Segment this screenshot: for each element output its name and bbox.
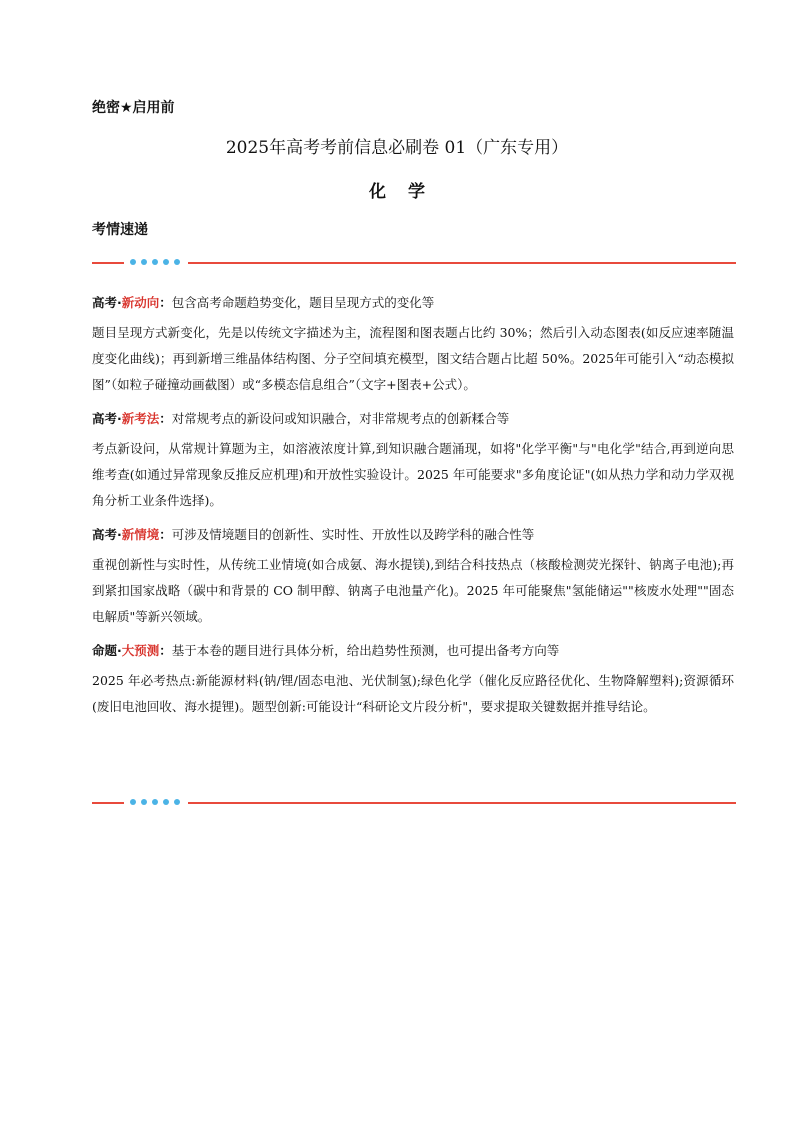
document-title: 2025年高考考前信息必刷卷 01（广东专用）	[225, 138, 569, 158]
section-heading: 高考·新考法：对常规考点的新设问或知识融合，对非常规考点的创新糅合等	[92, 411, 510, 426]
dot-icon	[152, 799, 158, 805]
section-body: 2025 年必考热点:新能源材料(钠/锂/固态电池、光伏制氢);绿色化学（催化反应路径优化、生物降解塑料);资源循环(废旧电池回收、海水提锂)。题型创新:可能设计“科研论文片段分析"，要求提取关键数据并推导结论。	[92, 673, 734, 714]
dot-icon	[152, 259, 158, 265]
section-body: 重视创新性与实时性，从传统工业情境(如合成氨、海水提镁),到结合科技热点（核酸检测荧光探针、钠离子电池);再到紧扣国家战略（碳中和背景的 CO 制甲醇、钠离子电池量产化)。2025 年可能聚焦"氢能储运""核废水处理""固态电解质"等新兴领域。	[92, 557, 734, 624]
dot-icon	[130, 799, 136, 805]
divider-top	[92, 258, 736, 268]
section-heading: 高考·新情境：可涉及情境题目的创新性、实时性、开放性以及跨学科的融合性等	[92, 527, 535, 542]
section-heading: 命题·大预测：基于本卷的题目进行具体分析，给出趋势性预测，也可提出备考方向等	[92, 643, 560, 658]
divider-line	[92, 802, 124, 804]
section-trend	[92, 290, 734, 398]
section-title: 考情速递	[92, 222, 148, 238]
section-method	[92, 406, 734, 514]
divider-dots	[130, 259, 180, 265]
section-body: 考点新设问，从常规计算题为主，如溶液浓度计算,到知识融合题涌现，如将"化学平衡"与"电化学"结合,再到逆向思维考查(如通过异常现象反推反应机理)和开放性实验设计。2025 年可能要求"多角度论证"(如从热力学和动力学双视角分析工业条件选择)。	[92, 441, 734, 508]
section-prediction	[92, 638, 734, 720]
divider-dots	[130, 799, 180, 805]
divider-bottom	[92, 798, 736, 808]
secret-label: 绝密★启用前	[92, 100, 175, 116]
section-heading: 高考·新动向：包含高考命题趋势变化，题目呈现方式的变化等	[92, 295, 435, 310]
dot-icon	[163, 799, 169, 805]
dot-icon	[174, 799, 180, 805]
subject-title: 化学	[369, 182, 447, 202]
divider-line	[188, 802, 736, 804]
content-area	[92, 290, 734, 728]
section-context	[92, 522, 734, 630]
section-body: 题目呈现方式新变化，先是以传统文字描述为主，流程图和图表题占比约 30%；然后引入动态图表(如反应速率随温度变化曲线)；再到新增三维晶体结构图、分子空间填充模型，图文结合题占比超 50%。2025年可能引入“动态模拟图”（如粒子碰撞动画截图）或“多模态信息组合”（文字+图表+公式）。	[92, 325, 734, 392]
divider-line	[92, 262, 124, 264]
divider-line	[188, 262, 736, 264]
dot-icon	[141, 799, 147, 805]
dot-icon	[163, 259, 169, 265]
dot-icon	[141, 259, 147, 265]
dot-icon	[130, 259, 136, 265]
dot-icon	[174, 259, 180, 265]
